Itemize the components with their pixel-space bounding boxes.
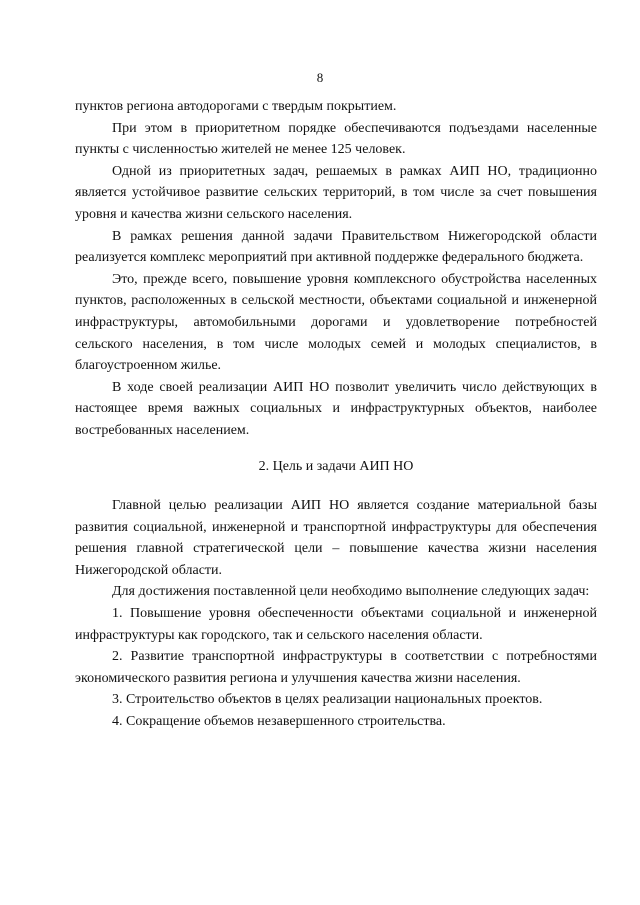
paragraph: Одной из приоритетных задач, решаемых в рамках АИП НО, традиционно является устойчивое развитие сельских территорий, в том числе за счет повышения уровня и качества жизни сельского населения. [75, 163, 597, 222]
paragraph: В рамках решения данной задачи Правительством Нижегородской области реализуется комплекс мероприятий при активной поддержке федерального бюджета. [75, 228, 597, 266]
paragraph: При этом в приоритетном порядке обеспечиваются подъездами населенные пункты с численностью жителей не менее 125 человек. [75, 120, 597, 158]
paragraph: Для достижения поставленной цели необходимо выполнение следующих задач: [112, 584, 590, 600]
paragraph: В ходе своей реализации АИП НО позволит увеличить число действующих в настоящее время важных социальных и инфраструктурных объектов, наиболее востребованных населением. [75, 379, 597, 438]
section-heading: 2. Цель и задачи АИП НО [258, 458, 414, 474]
paragraph: пунктов региона автодорогами с твердым покрытием. [75, 99, 397, 114]
paragraph: Главной целью реализации АИП НО является создание материальной базы развития социальной, инженерной и транспортной инфраструктуры для обеспечения решения главной стратегической цели – повышение качества жизни населения Нижегородской области. [75, 498, 597, 578]
list-item: 2. Развитие транспортной инфраструктуры в соответствии с потребностями экономического развития региона и улучшения качества жизни населения. [75, 649, 597, 686]
list-item: 4. Сокращение объемов незавершенного строительства. [112, 714, 446, 730]
list-item: 3. Строительство объектов в целях реализации национальных проектов. [112, 692, 543, 708]
document-body [75, 96, 597, 733]
paragraph: Это, прежде всего, повышение уровня комплексного обустройства населенных пунктов, расположенных в сельской местности, объектами социальной и инженерной инфраструктуры, автомобильными дорогами и удовлетворение потребностей сельского населения, в том числе молодых семей и молодых специалистов, в благоустроенном жилье. [75, 271, 597, 374]
page-number: 8 [316, 70, 324, 85]
list-item: 1. Повышение уровня обеспеченности объектами социальной и инженерной инфраструктуры как городского, так и сельского населения области. [75, 606, 597, 643]
